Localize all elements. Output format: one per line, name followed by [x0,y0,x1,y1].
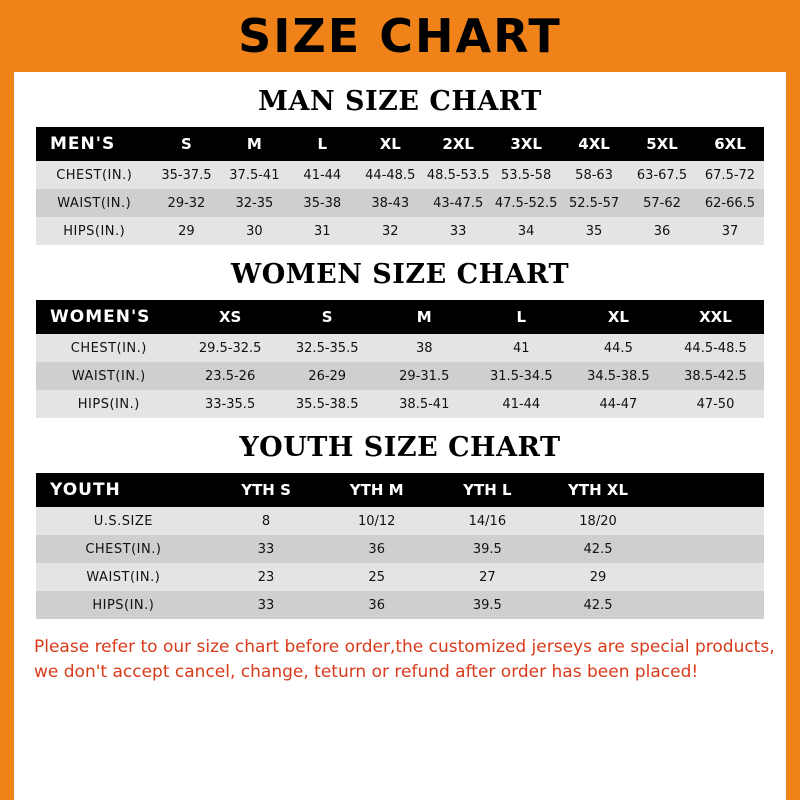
men-cell: 35-38 [288,189,356,217]
women-col-header: L [473,300,570,334]
women-cell: 38.5-41 [376,390,473,418]
men-col-header: 6XL [696,127,764,161]
men-cell: 58-63 [560,161,628,189]
men-cell: 37.5-41 [220,161,288,189]
youth-size-table [36,473,764,619]
men-cell: 33 [424,217,492,245]
youth-cell: 33 [211,591,322,619]
youth-cell: 39.5 [432,591,543,619]
table-row [36,563,764,591]
youth-col-header: YTH L [432,473,543,507]
women-row-label: WAIST(IN.) [36,362,182,390]
men-cell: 48.5-53.5 [424,161,492,189]
youth-cell: 29 [543,563,654,591]
youth-col-header: YTH XL [543,473,654,507]
men-cell: 30 [220,217,288,245]
men-cell: 43-47.5 [424,189,492,217]
men-col-header: M [220,127,288,161]
youth-col-header: YTH M [321,473,432,507]
youth-cell: 42.5 [543,535,654,563]
youth-cell: 14/16 [432,507,543,535]
youth-row-label: U.S.SIZE [36,507,211,535]
women-header-row [36,300,764,334]
youth-cell: 36 [321,591,432,619]
youth-table-head [36,473,764,507]
men-cell: 34 [492,217,560,245]
men-col-header: S [152,127,220,161]
footer-note-line-1: Please refer to our size chart before order,the customized jerseys are special products, [34,637,775,657]
women-cell: 32.5-35.5 [279,334,376,362]
men-section-title: MAN SIZE CHART [258,86,542,117]
youth-row-label: WAIST(IN.) [36,563,211,591]
women-col-header: XXL [667,300,764,334]
table-row [36,189,764,217]
women-col-header: XL [570,300,667,334]
table-row [36,362,764,390]
table-row [36,161,764,189]
youth-cell: 27 [432,563,543,591]
men-cell: 32-35 [220,189,288,217]
footer-note [34,635,775,684]
men-cell: 44-48.5 [356,161,424,189]
men-table-body [36,161,764,245]
youth-cell: 33 [211,535,322,563]
youth-col-header-spacer [653,473,764,507]
men-size-table [36,127,764,245]
women-cell: 26-29 [279,362,376,390]
men-cell: 37 [696,217,764,245]
women-size-table [36,300,764,418]
men-section [14,86,786,245]
men-col-header: 5XL [628,127,696,161]
women-cell: 33-35.5 [182,390,279,418]
youth-section [14,432,786,619]
men-cell: 67.5-72 [696,161,764,189]
men-cell: 62-66.5 [696,189,764,217]
women-cell: 34.5-38.5 [570,362,667,390]
youth-cell-spacer [653,535,764,563]
youth-section-title: YOUTH SIZE CHART [239,432,561,463]
women-cell: 29.5-32.5 [182,334,279,362]
footer-note-line-2: we don't accept cancel, change, teturn or refund after order has been placed! [34,661,699,682]
youth-cell: 23 [211,563,322,591]
women-col-header: S [279,300,376,334]
youth-header-row [36,473,764,507]
women-cell: 44.5-48.5 [667,334,764,362]
women-row-label: CHEST(IN.) [36,334,182,362]
men-col-header: 3XL [492,127,560,161]
men-cell: 36 [628,217,696,245]
women-cell: 23.5-26 [182,362,279,390]
women-row-label: HIPS(IN.) [36,390,182,418]
youth-table-body [36,507,764,619]
men-cell: 29-32 [152,189,220,217]
youth-cell: 42.5 [543,591,654,619]
women-cell: 35.5-38.5 [279,390,376,418]
men-cell: 31 [288,217,356,245]
men-col-header: XL [356,127,424,161]
women-cell: 31.5-34.5 [473,362,570,390]
women-cell: 47-50 [667,390,764,418]
table-row [36,507,764,535]
men-cell: 63-67.5 [628,161,696,189]
men-cell: 52.5-57 [560,189,628,217]
women-cell: 29-31.5 [376,362,473,390]
men-row-label: HIPS(IN.) [36,217,152,245]
table-row [36,591,764,619]
men-col-header: 2XL [424,127,492,161]
men-col-header: L [288,127,356,161]
youth-cell: 10/12 [321,507,432,535]
men-row-label: WAIST(IN.) [36,189,152,217]
page-title: SIZE CHART [238,9,562,63]
men-header-row [36,127,764,161]
youth-cell: 18/20 [543,507,654,535]
youth-cell: 8 [211,507,322,535]
men-cell: 29 [152,217,220,245]
women-section [14,259,786,418]
youth-header-label: YOUTH [36,473,211,507]
women-table-body [36,334,764,418]
men-cell: 35 [560,217,628,245]
women-cell: 38 [376,334,473,362]
men-cell: 32 [356,217,424,245]
table-row [36,334,764,362]
men-cell: 41-44 [288,161,356,189]
men-col-header: 4XL [560,127,628,161]
youth-cell-spacer [653,591,764,619]
youth-cell-spacer [653,507,764,535]
youth-cell: 39.5 [432,535,543,563]
women-cell: 38.5-42.5 [667,362,764,390]
youth-cell-spacer [653,563,764,591]
men-cell: 53.5-58 [492,161,560,189]
women-cell: 41 [473,334,570,362]
women-section-title: WOMEN SIZE CHART [230,259,570,290]
men-cell: 57-62 [628,189,696,217]
men-table-head [36,127,764,161]
men-cell: 38-43 [356,189,424,217]
men-cell: 47.5-52.5 [492,189,560,217]
youth-col-header: YTH S [211,473,322,507]
women-cell: 44.5 [570,334,667,362]
youth-cell: 36 [321,535,432,563]
table-row [36,535,764,563]
women-cell: 41-44 [473,390,570,418]
table-row [36,217,764,245]
women-col-header: M [376,300,473,334]
youth-row-label: CHEST(IN.) [36,535,211,563]
header-band [0,0,800,72]
women-table-head [36,300,764,334]
youth-row-label: HIPS(IN.) [36,591,211,619]
men-cell: 35-37.5 [152,161,220,189]
men-header-label: MEN'S [36,127,152,161]
men-row-label: CHEST(IN.) [36,161,152,189]
women-header-label: WOMEN'S [36,300,182,334]
women-col-header: XS [182,300,279,334]
table-row [36,390,764,418]
women-cell: 44-47 [570,390,667,418]
youth-cell: 25 [321,563,432,591]
